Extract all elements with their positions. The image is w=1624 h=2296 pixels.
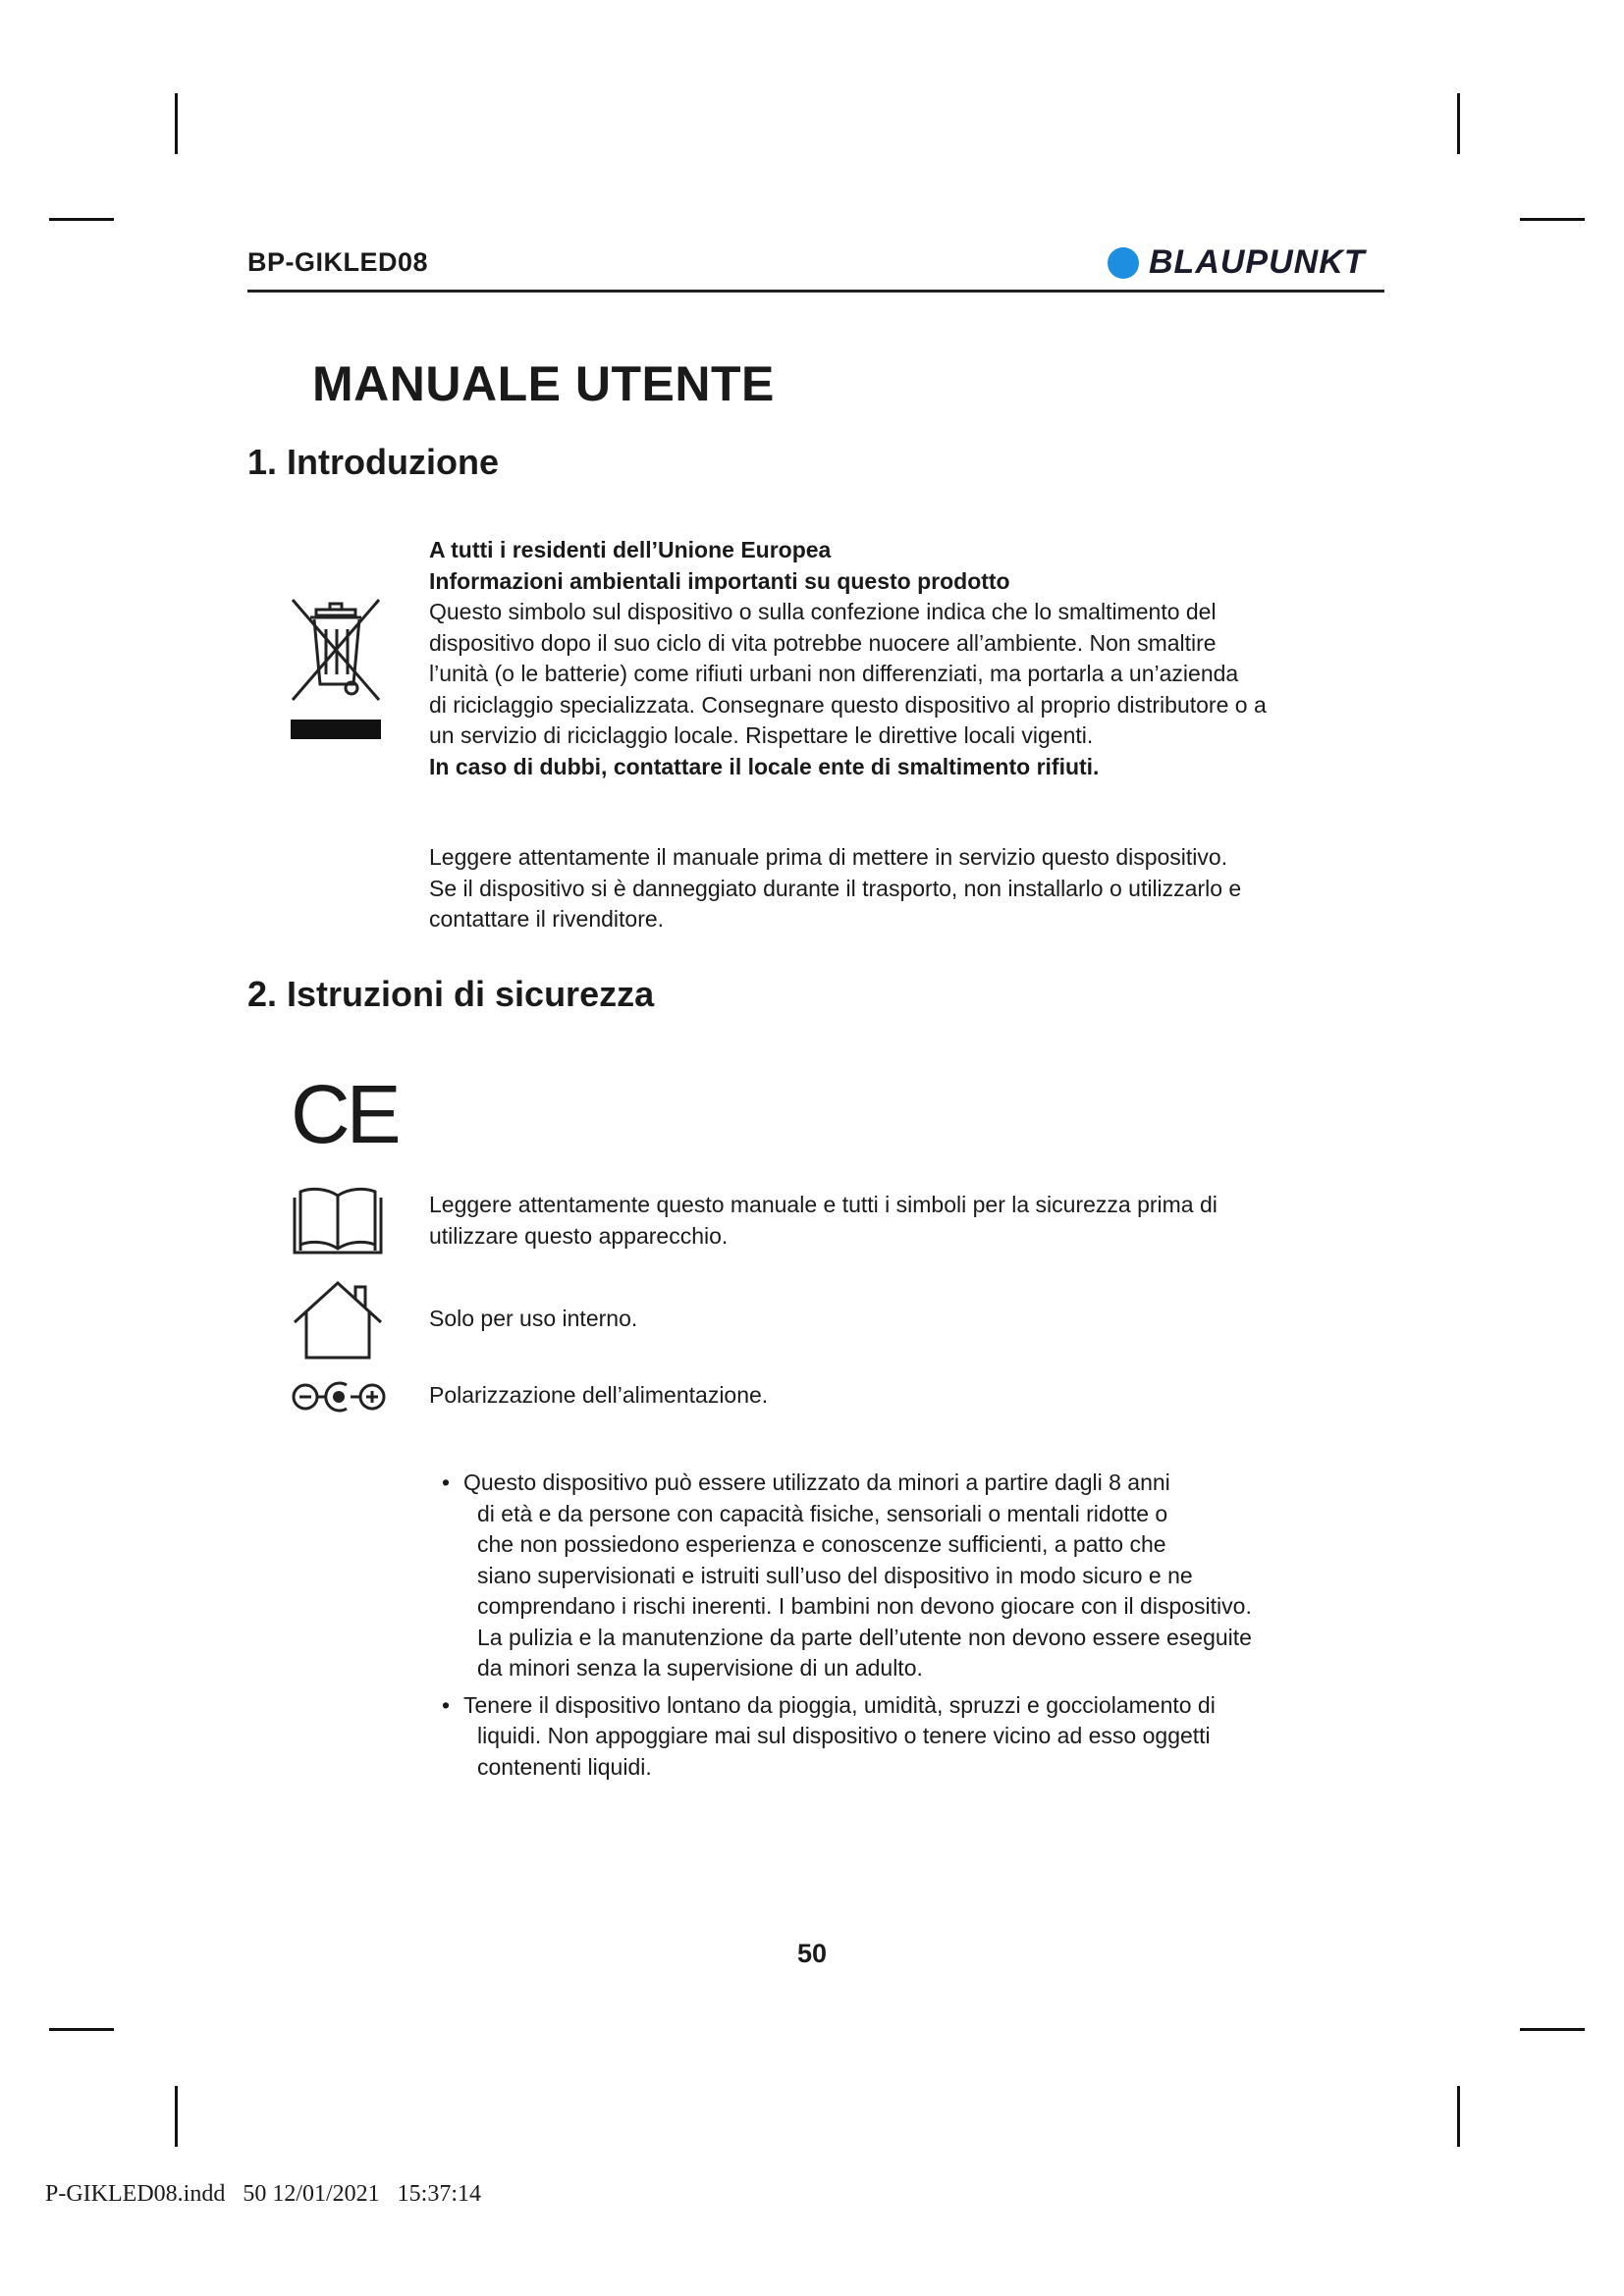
bullet-line: Questo dispositivo può essere utilizzato da minori a partire dagli 8 anni: [463, 1469, 1170, 1495]
bullet-line: da minori senza la supervisione di un adulto.: [477, 1655, 923, 1681]
weee-text-line: l’unità (o le batterie) come rifiuti urbani non differenziati, ma portarla a un’azienda: [429, 661, 1239, 686]
weee-text-line: di riciclaggio specializzata. Consegnare questo dispositivo al proprio distributore o a: [429, 691, 1267, 718]
header-rule: [247, 290, 1384, 293]
open-book-icon: [291, 1184, 385, 1256]
crop-mark-bottom-left: [175, 2086, 178, 2147]
section-heading-safety: 2. Istruzioni di sicurezza: [247, 974, 655, 1014]
document-title: MANUALE UTENTE: [312, 356, 775, 411]
read-text-line: Leggere attentamente il manuale prima di mettere in servizio questo dispositivo.: [429, 844, 1228, 870]
ce-mark-icon: CE: [291, 1068, 398, 1160]
weee-text-line: Questo simbolo sul dispositivo o sulla confezione indica che lo smaltimento del: [429, 599, 1217, 624]
polarity-icon: [290, 1379, 388, 1415]
symbol-text-line: utilizzare questo apparecchio.: [429, 1222, 729, 1249]
house-icon: [291, 1279, 385, 1362]
crop-mark-left-top: [49, 218, 114, 221]
crop-mark-left-bottom: [49, 2028, 114, 2031]
page-number: 50: [796, 1939, 828, 1968]
model-number: BP-GIKLED08: [247, 247, 429, 277]
crop-mark-top-left: [175, 93, 178, 154]
symbol-text-line: Leggere attentamente questo manuale e tutti i simboli per la sicurezza prima di: [429, 1192, 1218, 1217]
bullet-line: La pulizia e la manutenzione da parte dell’utente non devono essere eseguite: [477, 1624, 1252, 1650]
safety-bullet-list: [438, 1468, 1351, 1789]
bullet-line: liquidi. Non appoggiare mai sul dispositivo o tenere vicino ad esso oggetti: [477, 1723, 1211, 1748]
crossed-out-wheelie-bin-icon: [287, 594, 385, 743]
read-manual-notice: [429, 842, 1352, 935]
crop-mark-bottom-right: [1457, 2086, 1460, 2147]
bullet-line: siano supervisionati e istruiti sull’uso del dispositivo in modo sicuro e ne: [477, 1562, 1193, 1588]
bullet-marker: •: [442, 1691, 451, 1718]
indoor-use-text: Solo per uso interno.: [429, 1306, 638, 1331]
weee-notice: [429, 535, 1352, 782]
weee-text-line: un servizio di riciclaggio locale. Rispettare le direttive locali vigenti.: [429, 722, 1094, 748]
crop-mark-top-right: [1457, 93, 1460, 154]
bullet-line: di età e da persone con capacità fisiche, sensoriali o mentali ridotte o: [477, 1500, 1168, 1526]
bullet-line: che non possiedono esperienza e conoscenze sufficienti, a patto che: [477, 1531, 1166, 1557]
crop-mark-right-top: [1520, 218, 1585, 221]
environmental-info-line: Informazioni ambientali importanti su questo prodotto: [429, 567, 1010, 594]
print-slug: P-GIKLED08.indd 50 12/01/2021 15:37:14: [45, 2181, 481, 2207]
doubt-line: In caso di dubbi, contattare il locale ente di smaltimento rifiuti.: [429, 753, 1100, 779]
eu-residents-line: A tutti i residenti dell’Unione Europea: [429, 537, 832, 562]
bullet-line: contenenti liquidi.: [477, 1753, 652, 1780]
brand-logo: [1108, 243, 1366, 282]
brand-name: BLAUPUNKT: [1149, 243, 1366, 281]
list-item: [438, 1690, 1351, 1784]
list-item: [438, 1468, 1351, 1684]
read-text-line: contattare il rivenditore.: [429, 906, 665, 932]
bullet-line: comprendano i rischi inerenti. I bambini non devono giocare con il dispositivo.: [477, 1593, 1252, 1619]
brand-dot-icon: [1108, 247, 1139, 279]
read-text-line: Se il dispositivo si è danneggiato durante il trasporto, non installarlo o utilizzarlo e: [429, 875, 1242, 901]
polarity-text: Polarizzazione dell’alimentazione.: [429, 1382, 769, 1408]
section-heading-introduction: 1. Introduzione: [247, 442, 499, 482]
crop-mark-right-bottom: [1520, 2028, 1585, 2031]
read-symbols-text: [429, 1190, 1352, 1252]
weee-text-line: dispositivo dopo il suo ciclo di vita potrebbe nuocere all’ambiente. Non smaltire: [429, 629, 1217, 656]
bullet-line: Tenere il dispositivo lontano da pioggia, umidità, spruzzi e gocciolamento di: [463, 1691, 1216, 1718]
bullet-marker: •: [442, 1469, 451, 1495]
